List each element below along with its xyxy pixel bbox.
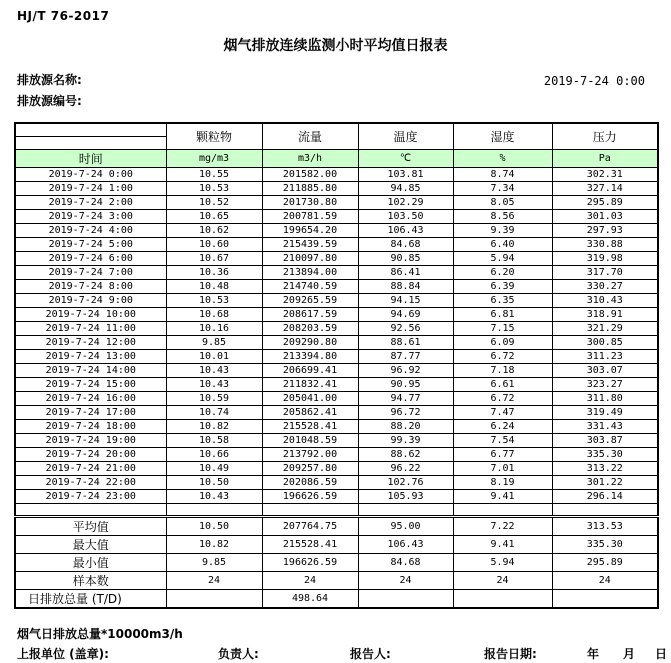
value-cell: 5.94 [453, 251, 552, 265]
value-cell: 301.03 [552, 209, 658, 223]
value-cell: 9.39 [453, 223, 552, 237]
time-cell: 2019-7-24 15:00 [15, 377, 166, 391]
table-row [15, 419, 658, 433]
value-cell: 202086.59 [262, 475, 358, 489]
table-row [15, 307, 658, 321]
summary-label: 最大值 [15, 535, 166, 553]
value-cell: 94.77 [358, 391, 453, 405]
value-cell: 211885.80 [262, 181, 358, 195]
separator-cell [453, 503, 552, 516]
summary-value: 498.64 [262, 589, 358, 608]
summary-row [15, 535, 658, 553]
value-cell: 96.72 [358, 405, 453, 419]
summary-value: 9.41 [453, 535, 552, 553]
separator-row [15, 503, 658, 516]
table-row [15, 489, 658, 503]
value-cell: 311.80 [552, 391, 658, 405]
time-cell: 2019-7-24 8:00 [15, 279, 166, 293]
report-date-label: 报告日期: [484, 646, 537, 661]
source-code-line [17, 92, 671, 109]
report-datetime: 2019-7-24 0:00 [543, 74, 645, 88]
table-row [15, 237, 658, 251]
table-row [15, 209, 658, 223]
summary-value: 95.00 [358, 516, 453, 535]
summary-value: 7.22 [453, 516, 552, 535]
value-cell: 210097.80 [262, 251, 358, 265]
value-cell: 10.59 [166, 391, 262, 405]
value-cell: 10.43 [166, 489, 262, 503]
value-cell: 209265.59 [262, 293, 358, 307]
value-cell: 7.47 [453, 405, 552, 419]
value-cell: 6.09 [453, 335, 552, 349]
table-header [15, 123, 658, 167]
time-cell: 2019-7-24 0:00 [15, 167, 166, 181]
value-cell: 6.39 [453, 279, 552, 293]
value-cell: 106.43 [358, 223, 453, 237]
table-row [15, 349, 658, 363]
value-cell: 313.22 [552, 461, 658, 475]
value-cell: 208203.59 [262, 321, 358, 335]
signature-row [0, 645, 671, 663]
value-cell: 10.01 [166, 349, 262, 363]
value-cell: 302.31 [552, 167, 658, 181]
value-cell: 9.85 [166, 335, 262, 349]
value-cell: 10.68 [166, 307, 262, 321]
value-cell: 94.15 [358, 293, 453, 307]
value-cell: 102.76 [358, 475, 453, 489]
summary-label: 样本数 [15, 571, 166, 589]
time-cell: 2019-7-24 22:00 [15, 475, 166, 489]
value-cell: 214740.59 [262, 279, 358, 293]
summary-row [15, 571, 658, 589]
year-label: 年 [587, 646, 600, 661]
value-cell: 209257.80 [262, 461, 358, 475]
day-label: 日 [655, 646, 668, 661]
value-cell: 6.24 [453, 419, 552, 433]
summary-value: 10.82 [166, 535, 262, 553]
summary-row [15, 589, 658, 608]
value-cell: 10.53 [166, 293, 262, 307]
value-cell: 99.39 [358, 433, 453, 447]
value-cell: 327.14 [552, 181, 658, 195]
value-cell: 10.43 [166, 363, 262, 377]
reporter-label: 报告人: [350, 646, 391, 661]
source-name-line [17, 71, 645, 88]
time-cell: 2019-7-24 17:00 [15, 405, 166, 419]
value-cell: 10.66 [166, 447, 262, 461]
summary-value: 106.43 [358, 535, 453, 553]
value-cell: 96.22 [358, 461, 453, 475]
time-cell: 2019-7-24 6:00 [15, 251, 166, 265]
value-cell: 105.93 [358, 489, 453, 503]
table-row [15, 405, 658, 419]
table-row [15, 447, 658, 461]
unit-cell: mg/m3 [166, 149, 262, 167]
summary-value: 5.94 [453, 553, 552, 571]
responsible-label: 负责人: [218, 646, 259, 661]
value-cell: 7.01 [453, 461, 552, 475]
value-cell: 8.56 [453, 209, 552, 223]
value-cell: 318.91 [552, 307, 658, 321]
value-cell: 335.30 [552, 447, 658, 461]
summary-value: 196626.59 [262, 553, 358, 571]
separator-cell [552, 503, 658, 516]
value-cell: 10.74 [166, 405, 262, 419]
value-cell: 103.50 [358, 209, 453, 223]
standard-number: HJ/T 76-2017 [17, 9, 110, 23]
value-cell: 10.36 [166, 265, 262, 279]
value-cell: 6.61 [453, 377, 552, 391]
value-cell: 88.62 [358, 447, 453, 461]
value-cell: 297.93 [552, 223, 658, 237]
value-cell: 92.56 [358, 321, 453, 335]
value-cell: 90.85 [358, 251, 453, 265]
value-cell: 8.74 [453, 167, 552, 181]
time-cell: 2019-7-24 10:00 [15, 307, 166, 321]
table-row [15, 181, 658, 195]
value-cell: 6.40 [453, 237, 552, 251]
value-cell: 10.58 [166, 433, 262, 447]
value-cell: 301.22 [552, 475, 658, 489]
value-cell: 10.55 [166, 167, 262, 181]
value-cell: 6.81 [453, 307, 552, 321]
summary-value: 24 [166, 571, 262, 589]
value-cell: 10.67 [166, 251, 262, 265]
unit-row [15, 149, 658, 167]
summary-row [15, 516, 658, 535]
summary-value [453, 589, 552, 608]
value-cell: 8.05 [453, 195, 552, 209]
value-cell: 10.16 [166, 321, 262, 335]
unit-cell: Pa [552, 149, 658, 167]
value-cell: 88.61 [358, 335, 453, 349]
table-row [15, 461, 658, 475]
header-row-1 [15, 123, 658, 136]
value-cell: 323.27 [552, 377, 658, 391]
time-cell: 2019-7-24 23:00 [15, 489, 166, 503]
value-cell: 10.82 [166, 419, 262, 433]
value-cell: 303.87 [552, 433, 658, 447]
value-cell: 317.70 [552, 265, 658, 279]
value-cell: 7.54 [453, 433, 552, 447]
separator-cell [358, 503, 453, 516]
report-table [14, 122, 659, 609]
value-cell: 201730.80 [262, 195, 358, 209]
value-cell: 300.85 [552, 335, 658, 349]
time-cell: 2019-7-24 12:00 [15, 335, 166, 349]
table-row [15, 279, 658, 293]
value-cell: 330.27 [552, 279, 658, 293]
value-cell: 295.89 [552, 195, 658, 209]
time-cell: 2019-7-24 18:00 [15, 419, 166, 433]
time-cell: 2019-7-24 9:00 [15, 293, 166, 307]
reporting-unit-label: 上报单位 (盖章): [17, 646, 109, 661]
value-cell: 10.49 [166, 461, 262, 475]
summary-value [552, 589, 658, 608]
value-cell: 196626.59 [262, 489, 358, 503]
value-cell: 10.62 [166, 223, 262, 237]
value-cell: 10.53 [166, 181, 262, 195]
time-cell: 2019-7-24 7:00 [15, 265, 166, 279]
value-cell: 10.60 [166, 237, 262, 251]
value-cell: 102.29 [358, 195, 453, 209]
separator-cell [262, 503, 358, 516]
value-cell: 10.65 [166, 209, 262, 223]
table-row [15, 223, 658, 237]
value-cell: 88.20 [358, 419, 453, 433]
table-row [15, 251, 658, 265]
summary-label: 平均值 [15, 516, 166, 535]
time-cell: 2019-7-24 2:00 [15, 195, 166, 209]
separator-cell [166, 503, 262, 516]
time-cell: 2019-7-24 13:00 [15, 349, 166, 363]
summary-value: 207764.75 [262, 516, 358, 535]
value-cell: 7.34 [453, 181, 552, 195]
value-cell: 10.50 [166, 475, 262, 489]
summary-value: 24 [552, 571, 658, 589]
value-cell: 8.19 [453, 475, 552, 489]
time-cell: 2019-7-24 21:00 [15, 461, 166, 475]
value-cell: 88.84 [358, 279, 453, 293]
table-row [15, 475, 658, 489]
value-cell: 211832.41 [262, 377, 358, 391]
value-cell: 215528.41 [262, 419, 358, 433]
table-row [15, 321, 658, 335]
value-cell: 96.92 [358, 363, 453, 377]
value-cell: 7.15 [453, 321, 552, 335]
value-cell: 208617.59 [262, 307, 358, 321]
month-label: 月 [623, 646, 636, 661]
value-cell: 296.14 [552, 489, 658, 503]
table-row [15, 433, 658, 447]
value-cell: 199654.20 [262, 223, 358, 237]
table-row [15, 265, 658, 279]
table-row [15, 363, 658, 377]
unit-cell: % [453, 149, 552, 167]
summary-label: 最小值 [15, 553, 166, 571]
summary-value [358, 589, 453, 608]
source-code-label: 排放源编号: [17, 94, 82, 108]
summary-value: 24 [358, 571, 453, 589]
time-cell: 2019-7-24 5:00 [15, 237, 166, 251]
unit-cell: ℃ [358, 149, 453, 167]
value-cell: 201582.00 [262, 167, 358, 181]
value-cell: 205862.41 [262, 405, 358, 419]
separator-cell [15, 503, 166, 516]
value-cell: 10.43 [166, 377, 262, 391]
column-header: 压力 [552, 123, 658, 149]
value-cell: 6.72 [453, 391, 552, 405]
value-cell: 6.72 [453, 349, 552, 363]
summary-value: 24 [262, 571, 358, 589]
value-cell: 10.52 [166, 195, 262, 209]
time-cell: 2019-7-24 3:00 [15, 209, 166, 223]
summary-value: 24 [453, 571, 552, 589]
table-row [15, 391, 658, 405]
table-body [15, 167, 658, 608]
value-cell: 213894.00 [262, 265, 358, 279]
value-cell: 87.77 [358, 349, 453, 363]
time-header-empty-bottom [15, 136, 166, 149]
summary-value: 9.85 [166, 553, 262, 571]
value-cell: 103.81 [358, 167, 453, 181]
table-row [15, 195, 658, 209]
time-cell: 2019-7-24 14:00 [15, 363, 166, 377]
summary-value [166, 589, 262, 608]
column-header: 颗粒物 [166, 123, 262, 149]
page-title: 烟气排放连续监测小时平均值日报表 [223, 38, 448, 54]
time-header-empty-top [15, 123, 166, 136]
summary-row [15, 553, 658, 571]
table-row [15, 293, 658, 307]
flow-total-note: 烟气日排放总量*10000m3/h [17, 626, 183, 641]
summary-value: 215528.41 [262, 535, 358, 553]
value-cell: 213792.00 [262, 447, 358, 461]
value-cell: 206699.41 [262, 363, 358, 377]
value-cell: 90.95 [358, 377, 453, 391]
table-row [15, 335, 658, 349]
value-cell: 319.49 [552, 405, 658, 419]
value-cell: 319.98 [552, 251, 658, 265]
time-cell: 2019-7-24 19:00 [15, 433, 166, 447]
value-cell: 205041.00 [262, 391, 358, 405]
value-cell: 321.29 [552, 321, 658, 335]
value-cell: 311.23 [552, 349, 658, 363]
column-header: 流量 [262, 123, 358, 149]
value-cell: 6.20 [453, 265, 552, 279]
value-cell: 84.68 [358, 237, 453, 251]
column-header: 湿度 [453, 123, 552, 149]
table-row [15, 377, 658, 391]
value-cell: 331.43 [552, 419, 658, 433]
value-cell: 310.43 [552, 293, 658, 307]
summary-value: 84.68 [358, 553, 453, 571]
time-cell: 2019-7-24 1:00 [15, 181, 166, 195]
value-cell: 330.88 [552, 237, 658, 251]
value-cell: 200781.59 [262, 209, 358, 223]
value-cell: 215439.59 [262, 237, 358, 251]
time-cell: 2019-7-24 16:00 [15, 391, 166, 405]
unit-cell: m3/h [262, 149, 358, 167]
summary-value: 295.89 [552, 553, 658, 571]
value-cell: 86.41 [358, 265, 453, 279]
value-cell: 201048.59 [262, 433, 358, 447]
summary-value: 313.53 [552, 516, 658, 535]
summary-value: 10.50 [166, 516, 262, 535]
value-cell: 209290.80 [262, 335, 358, 349]
source-name-label: 排放源名称: [17, 73, 82, 87]
time-cell: 2019-7-24 20:00 [15, 447, 166, 461]
time-header: 时间 [15, 149, 166, 167]
time-cell: 2019-7-24 4:00 [15, 223, 166, 237]
value-cell: 7.18 [453, 363, 552, 377]
value-cell: 9.41 [453, 489, 552, 503]
table-row [15, 167, 658, 181]
summary-value: 335.30 [552, 535, 658, 553]
value-cell: 6.35 [453, 293, 552, 307]
value-cell: 94.69 [358, 307, 453, 321]
value-cell: 6.77 [453, 447, 552, 461]
time-cell: 2019-7-24 11:00 [15, 321, 166, 335]
value-cell: 94.85 [358, 181, 453, 195]
column-header: 温度 [358, 123, 453, 149]
value-cell: 213394.80 [262, 349, 358, 363]
value-cell: 303.07 [552, 363, 658, 377]
value-cell: 10.48 [166, 279, 262, 293]
summary-label: 日排放总量 (T/D) [15, 589, 166, 608]
